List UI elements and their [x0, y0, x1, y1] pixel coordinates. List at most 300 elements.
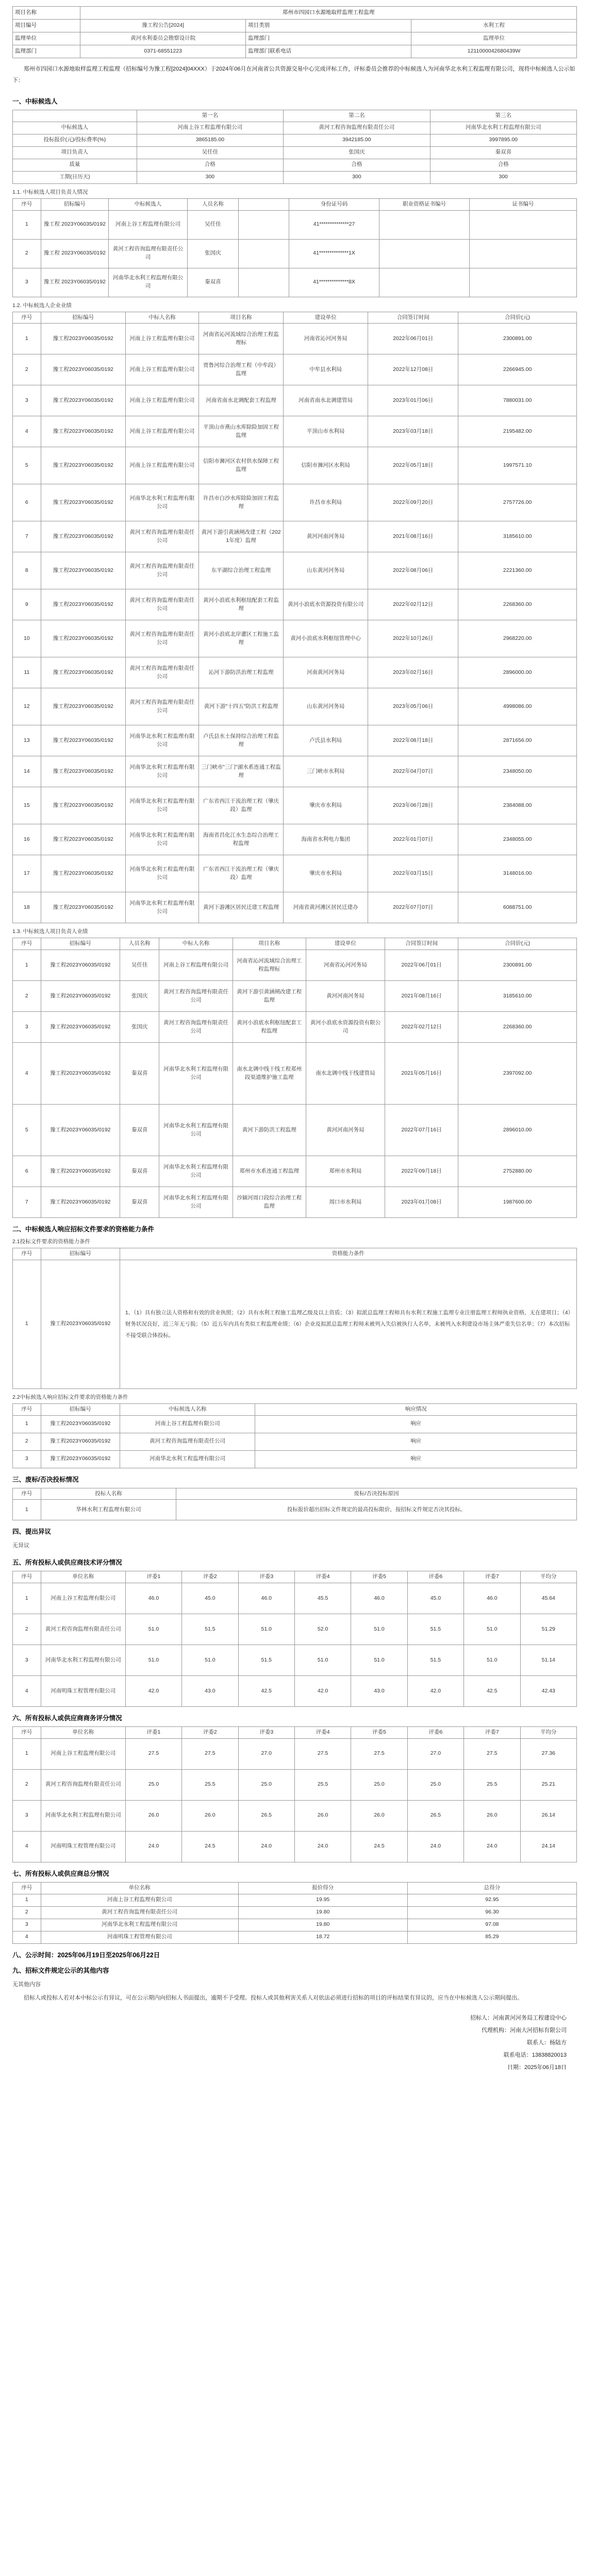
cell: 15	[13, 787, 41, 824]
header-cell: 评委4	[294, 1727, 351, 1739]
cell	[238, 210, 289, 239]
cell: 45.0	[407, 1583, 463, 1614]
cell: 14	[13, 756, 41, 787]
cell: 河南上谷工程监理有限公司	[125, 385, 198, 416]
cell	[238, 239, 289, 268]
table-row	[13, 892, 577, 923]
header-cell: 招标编号	[41, 312, 125, 324]
header-row	[13, 110, 577, 122]
cell: 1	[13, 210, 41, 239]
cell: 1	[13, 950, 41, 981]
value-cell: 1211000042680439W	[411, 45, 577, 58]
cell: 42.0	[294, 1676, 351, 1707]
cell: 25.5	[294, 1769, 351, 1800]
cell: 黄河小浪底水资源投资有限公司	[306, 1012, 385, 1043]
cell: 2268360.00	[458, 1012, 577, 1043]
cell: 51.0	[294, 1645, 351, 1676]
cell: 18.72	[238, 1931, 407, 1943]
cell: 黄河小浪底水利枢纽管理中心	[284, 620, 368, 657]
table-row	[13, 134, 577, 146]
cell: 豫工程2023Y06035/0192	[41, 589, 125, 620]
table-row	[13, 1450, 577, 1468]
cell: 豫工程2023Y06035/0192	[41, 1156, 120, 1187]
cell: 响应	[255, 1450, 577, 1468]
cell: 黄河下游防洪工程监理	[233, 1105, 306, 1156]
signer-line: 联系电话：13838820013	[503, 2052, 567, 2058]
cell: 3	[13, 1919, 41, 1931]
cell: 5	[13, 1105, 41, 1156]
cell	[379, 210, 470, 239]
header-cell: 报价得分	[238, 1882, 407, 1894]
cell: 1	[13, 1500, 41, 1520]
cell: 秦双喜	[120, 1187, 159, 1218]
cell: 豫工程2023Y06035/0192	[41, 855, 125, 892]
header-cell: 响应情况	[255, 1403, 577, 1415]
cell: 河南省沁河流域综合治理工程监理标	[199, 324, 284, 354]
cell: 17	[13, 855, 41, 892]
cell	[379, 239, 470, 268]
cell: 豫工程2023Y06035/0192	[41, 657, 125, 688]
cell: 河南省南水北调配套工程监理	[199, 385, 284, 416]
cell: 河南明珠工程管理有限公司	[41, 1676, 125, 1707]
header-cell: 评委7	[464, 1571, 520, 1583]
cell: 24.0	[464, 1831, 520, 1862]
header-row	[13, 312, 577, 324]
table-row	[13, 1156, 577, 1187]
header-row	[13, 1882, 577, 1894]
label-cell: 监理部门联系电话	[246, 45, 411, 58]
header-cell: 职业资格证书编号	[379, 198, 470, 210]
table-row	[13, 159, 577, 171]
cell: 沙颍河周口段综合治理工程监理	[233, 1187, 306, 1218]
cell: 平顶山市水利局	[284, 416, 368, 447]
table-row	[13, 484, 577, 521]
cell: 3	[13, 1800, 41, 1831]
cell: 52.0	[294, 1614, 351, 1645]
header-cell: 评委4	[294, 1571, 351, 1583]
cell: 2268360.00	[458, 589, 577, 620]
cell: 2022年12月08日	[368, 354, 458, 385]
table-row	[13, 268, 577, 297]
label-cell: 监理部门	[13, 45, 80, 58]
cell: 13	[13, 725, 41, 756]
cell: 秦双喜	[430, 146, 576, 159]
cell: 42.43	[520, 1676, 576, 1707]
header-cell: 序号	[13, 938, 41, 950]
table-row	[13, 1043, 577, 1105]
cell: 河南省南水北调建管局	[284, 385, 368, 416]
header-cell: 建设单位	[284, 312, 368, 324]
cell: 河南华北水利工程监理有限公司	[125, 484, 198, 521]
cell: 2195482.00	[458, 416, 577, 447]
table-row	[13, 1012, 577, 1043]
cell: 10	[13, 620, 41, 657]
cell: 响应	[255, 1433, 577, 1450]
cell: 三门峡市"三门"湖水系连通工程监理	[199, 756, 284, 787]
cell	[470, 268, 577, 297]
cell: 27.0	[407, 1738, 463, 1769]
cell: 18	[13, 892, 41, 923]
cell: 黄河下游"十四五"防洪工程监理	[199, 688, 284, 725]
table-row	[13, 1187, 577, 1218]
cell: 3	[13, 1012, 41, 1043]
header-cell: 合同签订时间	[368, 312, 458, 324]
table-row	[13, 725, 577, 756]
cell: 51.0	[351, 1645, 407, 1676]
cell: 8	[13, 552, 41, 589]
page-title: 郑州市四园口水源地取样监理工程监理	[80, 7, 577, 20]
cell: 2300891.00	[458, 324, 577, 354]
cell: 4	[13, 1931, 41, 1943]
cell: 2968220.00	[458, 620, 577, 657]
cell: 黄河下游引黄涵闸改建工程（2021年度）监理	[199, 521, 284, 552]
cell: 豫工程2023Y06035/0192	[41, 756, 125, 787]
header-cell: 单位名称	[41, 1882, 238, 1894]
table-row	[13, 1415, 577, 1433]
cell: 吴任佳	[137, 146, 283, 159]
cell: 24.0	[125, 1831, 181, 1862]
header-cell: 序号	[13, 1571, 41, 1583]
cell: 2022年07月07日	[368, 892, 458, 923]
table-row	[13, 521, 577, 552]
cell	[470, 239, 577, 268]
cell: 豫工程2023Y06035/0192	[41, 787, 125, 824]
cell: 豫工程2023Y06035/0192	[41, 385, 125, 416]
cell: 许昌市白沙水库除险加固工程监理	[199, 484, 284, 521]
section-9-text2: 招标人或投标人若对本中标公示有异议，可在公示期内向招标人书面提出，逾期不予受理。投标人或其他利害关系人对依法必须进行招标的项目的评标结果有异议的，应当在中标候选人公示期间提出。	[24, 1994, 523, 2001]
cell: 质量	[13, 159, 137, 171]
header-cell: 平均分	[520, 1571, 576, 1583]
cell: 4	[13, 1043, 41, 1105]
cell: 27.5	[294, 1738, 351, 1769]
cell: 2022年10月26日	[368, 620, 458, 657]
cell: 黄河工程咨询监理有限责任公司	[125, 620, 198, 657]
cell: 河南明珠工程管理有限公司	[41, 1831, 125, 1862]
cell: 黄河工程咨询监理有限责任公司	[125, 657, 198, 688]
cell: 黄河工程咨询监理有限责任公司	[125, 521, 198, 552]
header-cell: 投标人名称	[41, 1488, 176, 1500]
table-row	[13, 552, 577, 589]
cell: 黄河工程咨询监理有限责任公司	[41, 1769, 125, 1800]
cell: 1997571.10	[458, 447, 577, 484]
cell: 43.0	[182, 1676, 238, 1707]
cell: 河南上谷工程监理有限公司	[41, 1583, 125, 1614]
header-cell: 项目名称	[233, 938, 306, 950]
cell: 9	[13, 589, 41, 620]
cell: 41**************27	[289, 210, 379, 239]
cell: 4	[13, 416, 41, 447]
cell: 2	[13, 1906, 41, 1919]
table-row	[13, 385, 577, 416]
section-9-title: 九、招标文件规定公示的其他内容	[12, 1967, 109, 1974]
cell: 2	[13, 239, 41, 268]
cell: 3942185.00	[284, 134, 430, 146]
cell: 46.0	[125, 1583, 181, 1614]
cell: 豫工程2023Y06035/0192	[41, 1415, 120, 1433]
cell: 豫工程2023Y06035/0192	[41, 1105, 120, 1156]
cell: 豫工程2023Y06035/0192	[41, 725, 125, 756]
cell: 6	[13, 484, 41, 521]
cell: 投标报价超出招标文件规定的最高投标限价，按招标文件规定否决其投标。	[176, 1500, 577, 1520]
cell: 投标报价(元)/投标费率(%)	[13, 134, 137, 146]
cell: 300	[137, 171, 283, 183]
cell: 吴任佳	[188, 210, 238, 239]
table-row	[13, 1105, 577, 1156]
table-row	[13, 688, 577, 725]
header-cell: 招标编号	[41, 1248, 120, 1260]
header-row	[13, 938, 577, 950]
cell: 97.08	[407, 1919, 576, 1931]
cell: 24.0	[238, 1831, 294, 1862]
cell: 2	[13, 354, 41, 385]
table-row	[13, 171, 577, 183]
cell: 4	[13, 1831, 41, 1862]
manager-performance-table	[12, 938, 577, 1218]
cell: 7	[13, 521, 41, 552]
cell: 河南华北水利工程监理有限公司	[41, 1645, 125, 1676]
table-row	[13, 239, 577, 268]
business-score-table	[12, 1726, 577, 1862]
cell: 51.0	[125, 1645, 181, 1676]
cell: 河南华北水利工程监理有限公司	[125, 787, 198, 824]
header-cell: 评委3	[238, 1727, 294, 1739]
table-row	[13, 416, 577, 447]
header-cell: 评委1	[125, 1571, 181, 1583]
cell: 合格	[430, 159, 576, 171]
cell: 2022年01月07日	[368, 824, 458, 855]
cell: 2022年09月18日	[385, 1156, 458, 1187]
cell: 42.5	[238, 1676, 294, 1707]
cell: 12	[13, 688, 41, 725]
cell	[238, 268, 289, 297]
cell: 26.5	[238, 1800, 294, 1831]
section-2-title: 二、中标候选人响应招标文件要求的资格能力条件	[12, 1226, 155, 1233]
cell: 24.5	[182, 1831, 238, 1862]
cell: 秦双喜	[120, 1156, 159, 1187]
section-8-title: 八、公示时间：2025年06月19日至2025年06月22日	[12, 1951, 160, 1959]
header-cell: 中标人名称	[159, 938, 233, 950]
cell: 85.29	[407, 1931, 576, 1943]
cell: 黄河工程咨询监理有限责任公司	[120, 1433, 255, 1450]
cell: 黄河工程咨询监理有限责任公司	[41, 1906, 238, 1919]
cell: 3185610.00	[458, 981, 577, 1012]
cell: 周口市水利局	[306, 1187, 385, 1218]
header-cell: 序号	[13, 1882, 41, 1894]
cell: 2023年05月06日	[368, 688, 458, 725]
cell: 3	[13, 1450, 41, 1468]
table-row	[13, 1645, 577, 1676]
cell: 黄河小浪底水利枢纽配套工程监理	[233, 1012, 306, 1043]
cell: 豫工程 2023Y06035/0192	[41, 210, 108, 239]
cell: 南水北调中线干线建管局	[306, 1043, 385, 1105]
cell: 黄河小浪底水资源投资有限公司	[284, 589, 368, 620]
cell: 河南省沁河河务局	[306, 950, 385, 981]
table-row	[13, 210, 577, 239]
header-cell: 序号	[13, 1727, 41, 1739]
cell: 26.0	[125, 1800, 181, 1831]
header-cell: 评委3	[238, 1571, 294, 1583]
cell: 河南华北水利工程监理有限公司	[120, 1450, 255, 1468]
cell: 2022年04月07日	[368, 756, 458, 787]
cell: 豫工程2023Y06035/0192	[41, 950, 120, 981]
cell: 秦双喜	[120, 1105, 159, 1156]
cell: 2896000.00	[458, 657, 577, 688]
header-cell: 平均分	[520, 1727, 576, 1739]
cell: 42.0	[407, 1676, 463, 1707]
cell: 25.21	[520, 1769, 576, 1800]
cell: 中牟县水利局	[284, 354, 368, 385]
cell: 广东省西江干流治理工程（肇庆段）监理	[199, 787, 284, 824]
cell: 2	[13, 1433, 41, 1450]
cell: 11	[13, 657, 41, 688]
cell: 平顶山市燕山水库除险加固工程监理	[199, 416, 284, 447]
cell: 26.14	[520, 1800, 576, 1831]
label-cell: 监理部门	[246, 32, 411, 45]
cell: 2022年06月01日	[368, 324, 458, 354]
header-row	[13, 198, 577, 210]
cell: 信阳市浉河区水利局	[284, 447, 368, 484]
label-cell: 项目编号	[13, 20, 80, 32]
cell: 工期(日历天)	[13, 171, 137, 183]
cell: 51.5	[182, 1614, 238, 1645]
cell: 2752880.00	[458, 1156, 577, 1187]
cell: 黄河工程咨询监理有限责任公司	[284, 122, 430, 134]
cell: 河南华北水利工程监理有限公司	[159, 1156, 233, 1187]
cell: 3	[13, 268, 41, 297]
cell: 1	[13, 1415, 41, 1433]
header-cell: 中标候选人名称	[120, 1403, 255, 1415]
cell: 2022年06月01日	[385, 950, 458, 981]
header-cell: 资格能力条件	[120, 1248, 576, 1260]
cell: 2896010.00	[458, 1105, 577, 1156]
cell: 项目负责人	[13, 146, 137, 159]
signer-line: 联系人：杨陆方	[527, 2039, 567, 2046]
cell: 黄河工程咨询监理有限责任公司	[125, 589, 198, 620]
cell: 300	[430, 171, 576, 183]
table-row	[13, 1831, 577, 1862]
cell: 51.14	[520, 1645, 576, 1676]
cell: 河南华北水利工程监理有限公司	[430, 122, 576, 134]
cell: 河南华北水利工程监理有限公司	[125, 725, 198, 756]
cell: 秦双喜	[120, 1043, 159, 1105]
header-cell: 序号	[13, 312, 41, 324]
cell: 豫工程2023Y06035/0192	[41, 552, 125, 589]
cell: 河南省沁河河务局	[284, 324, 368, 354]
cell: 2022年05月18日	[368, 447, 458, 484]
cell: 卢氏县水土保持综合治理工程监理	[199, 725, 284, 756]
section-9-text1: 无其他内容	[12, 1981, 41, 1988]
cell: 郑州市水系连通工程监理	[233, 1156, 306, 1187]
cell: 河南省黄河滩区居民迁建办	[284, 892, 368, 923]
cell: 豫工程2023Y06035/0192	[41, 688, 125, 725]
cell: 河南上谷工程监理有限公司	[159, 950, 233, 981]
value-cell: 监理单位	[411, 32, 577, 45]
cell: 河南华北水利工程监理有限公司	[125, 855, 198, 892]
cell: 46.0	[351, 1583, 407, 1614]
cell: 2022年08月06日	[368, 552, 458, 589]
cell: 96.30	[407, 1906, 576, 1919]
cell: 黄河下游引黄涵闸改建工程监理	[233, 981, 306, 1012]
header-cell: 合同价(元)	[458, 938, 577, 950]
header-cell: 招标编号	[41, 1403, 120, 1415]
cell: 7880031.00	[458, 385, 577, 416]
cell: 中标候选人	[13, 122, 137, 134]
cell: 肇庆市水利局	[284, 855, 368, 892]
cell: 26.0	[464, 1800, 520, 1831]
manager-table	[12, 198, 577, 297]
cell: 2021年08月16日	[385, 981, 458, 1012]
cell: 2757726.00	[458, 484, 577, 521]
cell: 24.5	[351, 1831, 407, 1862]
cell: 1	[13, 1738, 41, 1769]
cell: 张国庆	[188, 239, 238, 268]
table-row	[13, 146, 577, 159]
cell: 26.0	[294, 1800, 351, 1831]
cell: 51.0	[351, 1614, 407, 1645]
table-row	[13, 1614, 577, 1645]
cell: 51.0	[464, 1645, 520, 1676]
table-row	[13, 1769, 577, 1800]
cell: 河南华北水利工程监理有限公司	[125, 824, 198, 855]
header-cell: 第一名	[137, 110, 283, 122]
section-2-1-title: 2.1投标文件要求的资格能力条件	[12, 1239, 91, 1245]
header-cell: 单位名称	[41, 1727, 125, 1739]
header-table	[12, 6, 577, 58]
header-cell: 中标人名称	[125, 312, 198, 324]
header-row	[13, 1727, 577, 1739]
cell: 黄河河南河务局	[306, 1105, 385, 1156]
cell: 郑州市水利局	[306, 1156, 385, 1187]
table-row	[13, 950, 577, 981]
header-cell: 合同签订时间	[385, 938, 458, 950]
cell: 河南上谷工程监理有限公司	[120, 1415, 255, 1433]
cell: 1	[13, 1583, 41, 1614]
cell: 豫工程2023Y06035/0192	[41, 1450, 120, 1468]
cell: 张国庆	[120, 981, 159, 1012]
cell: 42.0	[125, 1676, 181, 1707]
cell: 2348055.00	[458, 824, 577, 855]
cell: 25.0	[238, 1769, 294, 1800]
cell: 4	[13, 1676, 41, 1707]
cell: 51.0	[125, 1614, 181, 1645]
cell: 黄河工程咨询监理有限责任公司	[159, 981, 233, 1012]
cell: 河南上谷工程监理有限公司	[41, 1894, 238, 1906]
cell: 3185610.00	[458, 521, 577, 552]
cell: 24.14	[520, 1831, 576, 1862]
cell: 1987600.00	[458, 1187, 577, 1218]
cell: 黄河河南河务局	[284, 521, 368, 552]
header-cell: 评委6	[407, 1571, 463, 1583]
table-row	[13, 981, 577, 1012]
header-cell: 序号	[13, 1248, 41, 1260]
cell: 51.5	[238, 1645, 294, 1676]
cell: 51.5	[407, 1645, 463, 1676]
rejected-table	[12, 1488, 577, 1521]
cell: 51.0	[238, 1614, 294, 1645]
cell: 26.5	[407, 1800, 463, 1831]
section-3-title: 三、废标/否决投标情况	[12, 1476, 79, 1483]
header-row	[13, 1403, 577, 1415]
cell: 黄河小浪底北岸灌区工程施工监理	[199, 620, 284, 657]
cell: 豫工程2023Y06035/0192	[41, 521, 125, 552]
cell: 豫工程2023Y06035/0192	[41, 620, 125, 657]
cell: 2	[13, 981, 41, 1012]
cell: 豫工程 2023Y06035/0192	[41, 239, 108, 268]
cell: 三门峡市水利局	[284, 756, 368, 787]
cell: 河南华北水利工程监理有限公司	[159, 1043, 233, 1105]
cell: 2384088.00	[458, 787, 577, 824]
cell: 豫工程2023Y06035/0192	[41, 416, 125, 447]
